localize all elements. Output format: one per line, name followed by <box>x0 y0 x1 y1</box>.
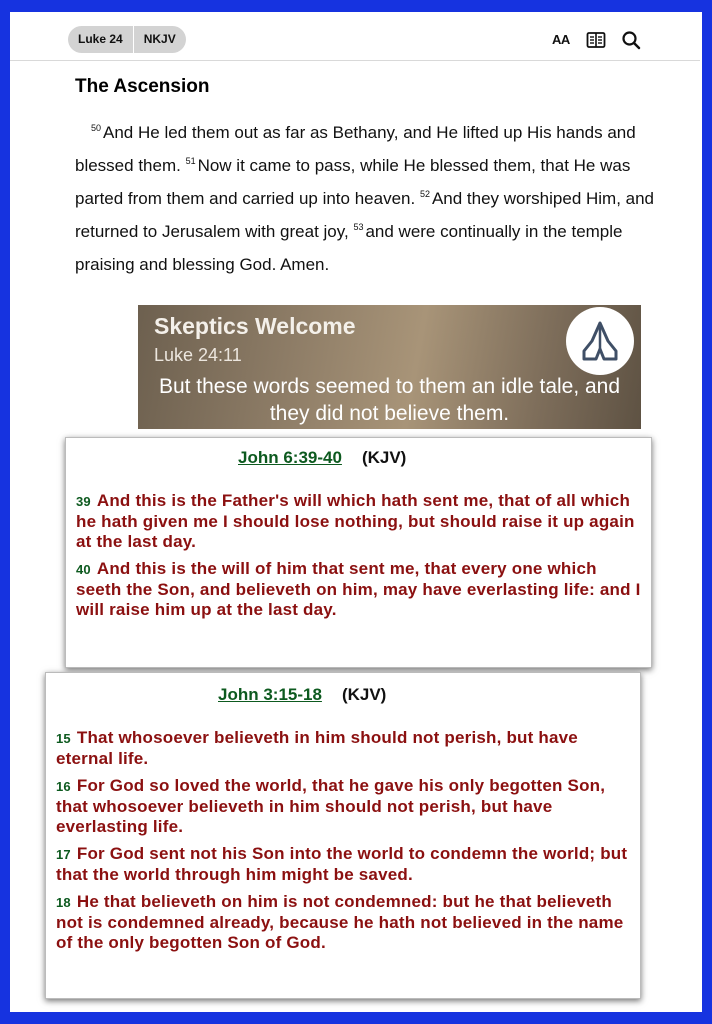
font-size-icon[interactable]: AA <box>552 32 570 47</box>
verse-text[interactable]: and were continually in the temple praising and blessing God. Amen. <box>75 222 623 274</box>
card-verses <box>76 491 646 627</box>
verse-text[interactable]: And He led them out as far as Bethany, and He lifted up His hands and blessed them. <box>75 123 636 175</box>
scripture-passage <box>75 116 655 281</box>
book-icon[interactable] <box>586 30 606 50</box>
book-chapter-button[interactable]: Luke 24 <box>78 32 123 46</box>
reference-link[interactable]: John 6:39-40 <box>238 448 342 467</box>
verse-text: That whosoever believeth in him should not perish, but have eternal life. <box>56 728 578 768</box>
john-3-card <box>45 672 641 999</box>
top-toolbar <box>10 12 700 61</box>
verse-item <box>56 892 630 953</box>
banner-title: Skeptics Welcome <box>154 313 356 339</box>
verse-item <box>76 491 646 552</box>
verse-item <box>56 728 630 769</box>
verse-item <box>76 559 646 620</box>
card-reference <box>218 685 386 705</box>
version-label: (KJV) <box>361 448 407 467</box>
verse-number: 17 <box>56 847 71 862</box>
verse-number: 40 <box>76 562 91 577</box>
section-heading: The Ascension <box>75 76 210 97</box>
verse-number: 51 <box>185 156 196 167</box>
praying-hands-icon <box>566 307 634 375</box>
search-icon[interactable] <box>621 30 641 50</box>
verse-text[interactable]: And they worshiped Him, and returned to Jerusalem with great joy, <box>75 189 655 241</box>
verse-item <box>56 776 630 837</box>
translation-button[interactable]: NKJV <box>143 32 176 46</box>
verse-number: 18 <box>56 895 71 910</box>
verse-text: And this is the Father's will which hath sent me, that of all which he hath given me I should lose nothing, but should raise it up again at the last day. <box>76 491 635 551</box>
verse-text: For God sent not his Son into the world to condemn the world; but that the world through him might be saved. <box>56 844 628 884</box>
reference-link[interactable]: John 3:15-18 <box>218 685 322 704</box>
verse-text: He that believeth on him is not condemned: but he that believeth not is condemned already, because he hath not believed in the name of the only begotten Son of God. <box>56 892 624 952</box>
banner-quote: But these words seemed to them an idle tale, and they did not believe them. <box>158 375 621 425</box>
verse-number: 15 <box>56 731 71 746</box>
version-label: (KJV) <box>341 685 387 704</box>
verse-number: 53 <box>353 222 364 233</box>
verse-number: 52 <box>419 189 430 200</box>
john-6-card <box>65 437 652 668</box>
verse-number: 16 <box>56 779 71 794</box>
banner-reference: Luke 24:11 <box>154 345 242 365</box>
verse-text: And this is the will of him that sent me, that every one which seeth the Son, and believeth on him, may have everlasting life: and I will raise him up at the last day. <box>76 559 641 619</box>
verse-text: For God so loved the world, that he gave his only begotten Son, that whosoever believeth in him should not perish, but have everlasting life. <box>56 776 606 836</box>
verse-number: 39 <box>76 494 91 509</box>
card-reference <box>238 448 406 468</box>
verse-number: 50 <box>91 123 102 134</box>
verse-item <box>56 844 630 885</box>
verse-text[interactable]: Now it came to pass, while He blessed them, that He was parted from them and carried up into heaven. <box>75 156 631 208</box>
skeptics-welcome-banner[interactable] <box>138 305 641 429</box>
card-verses <box>56 728 630 960</box>
reference-selector[interactable] <box>68 26 186 53</box>
